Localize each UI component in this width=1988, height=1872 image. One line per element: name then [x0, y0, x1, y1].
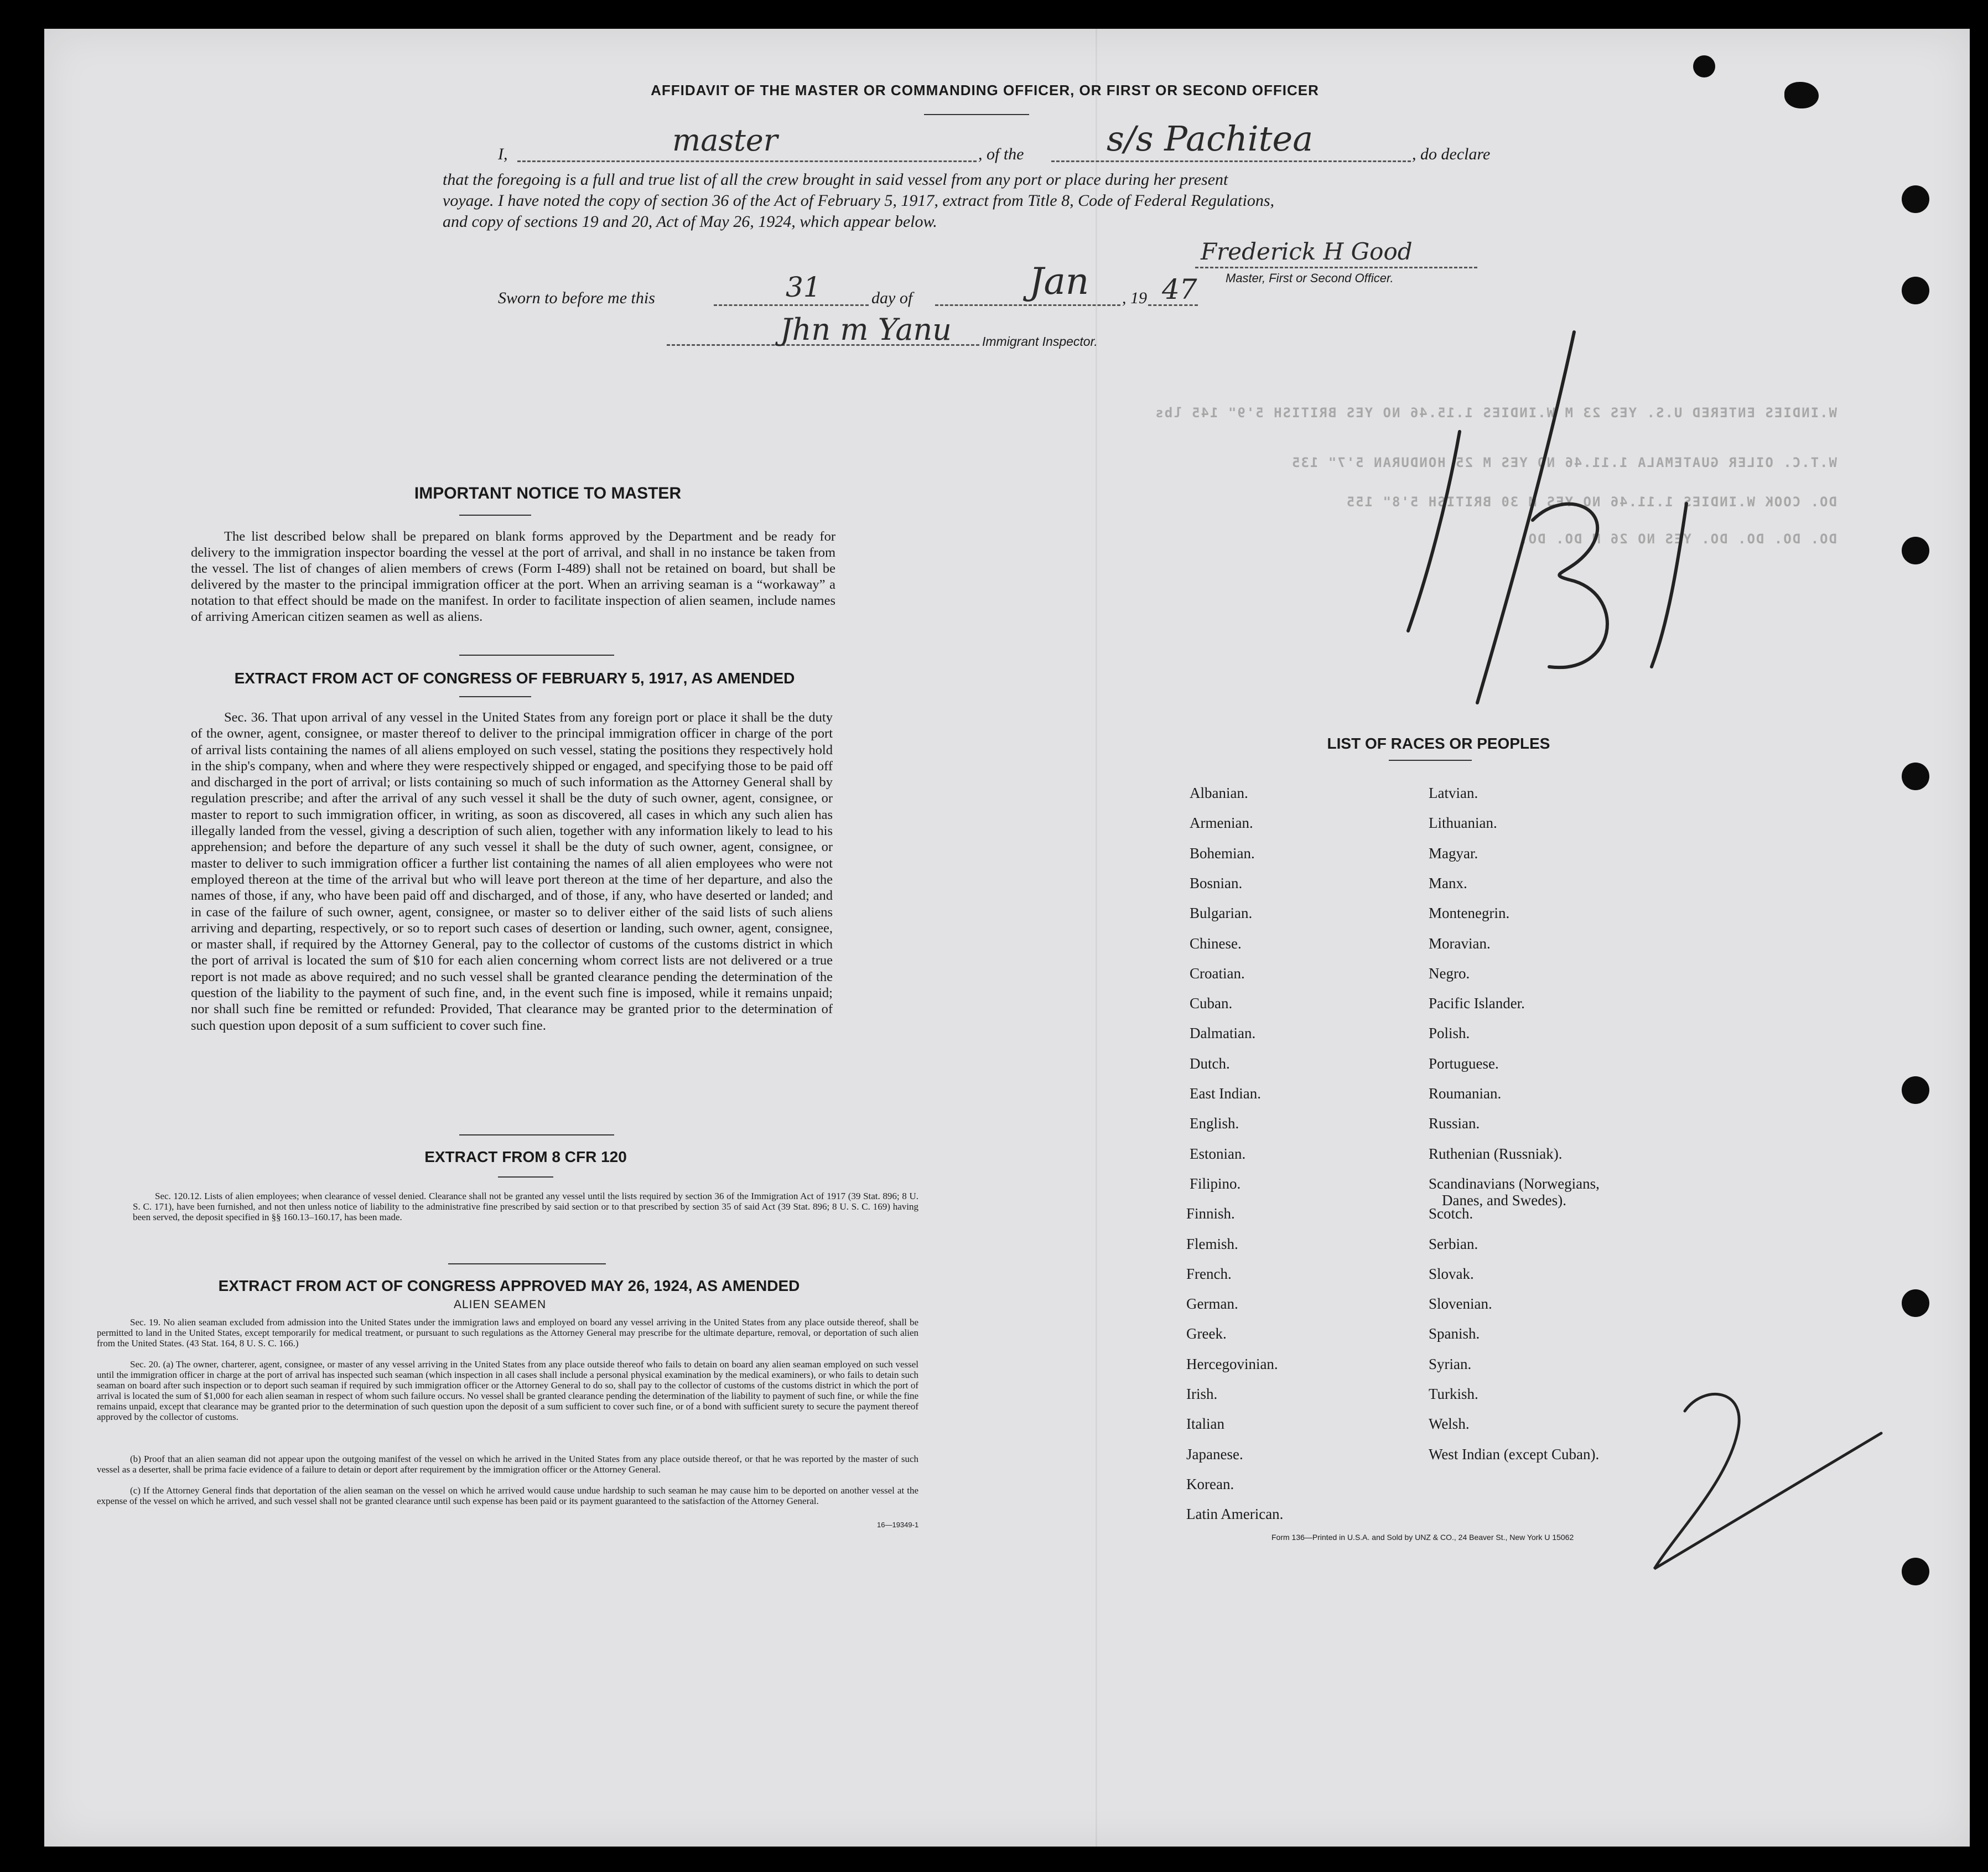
signature-caption: Master, First or Second Officer.	[1226, 271, 1394, 285]
master-handwriting: master	[672, 123, 778, 158]
affidavit-of-the: , of the	[978, 145, 1024, 163]
month-blank	[935, 304, 1120, 306]
punch-hole	[1902, 185, 1929, 213]
race-item: Welsh.	[1429, 1415, 1470, 1433]
notice-body: The list described below shall be prepared on blank forms approved by the Department and be ready for delivery to the immigration inspector boarding the vessel at the port of arrival, and shall in no instance be taken from the vessel. The list of changes of alien members of crews (Form I-489) shall not be retained on board, but shall be delivered by the master to the principal immigration officer at the port. When an arriving seaman is a “workaway” a notation to that effect should be made on the manifest. In order to facilitate inspection of alien seamen, include names of arriving American citizen seamen as well as aliens.	[191, 529, 835, 624]
punch-hole	[1902, 537, 1929, 564]
extract-1917-body: Sec. 36. That upon arrival of any vessel in the United States from any foreign port or place it shall be the duty of the owner, agent, consignee, or master thereof to deliver to the principal immigration officer in charge of the port of arrival lists containing the names of all aliens employed on such vessel, stating the positions they respectively hold in the ship's company, when and where they were respectively shipped or engaged, and specifying those to be paid off and discharged in the port of arrival; or lists containing so much of such information as the Attorney General shall by regulation prescribe; and after the arrival of any such vessel it shall be the duty of such owner, agent, consignee, or master to report to such immigration officer, in writing, as soon as discovered, all cases in which any such alien has illegally landed from the vessel, giving a description of such alien, together with any information likely to lead to his apprehension; and before the departure of any such vessel it shall be the duty of such owner, agent, consignee, or master to deliver to such immigration officer a further list containing the names of all alien employees who were not employed thereon at the time of the arrival but who will leave port thereon at the time of her departure, and also the names of those, if any, who have been paid off and discharged, and of those, if any, who have deserted or landed; and in case of the failure of such owner, agent, consignee, or master so to deliver either of the said lists of such aliens arriving and departing, respectively, or so to report such cases of desertion or landing, such owner, agent, consignee, or master shall, if required by the Attorney General, pay to the collector of customs of the customs district in which the port of arrival is located the sum of $10 for each alien concerning whom correct lists are not delivered or a true report is not made as above required; and no such vessel shall be granted clearance pending the determination of the question of the liability to the payment of such fine, and, in the event such fine is imposed, while it remains unpaid; nor shall such fine be remitted or refunded: Provided, That clearance may be granted prior to the determination of such question upon deposit of a sum sufficient to cover such fine.	[191, 710, 833, 1033]
year-prefix: , 19	[1122, 289, 1147, 307]
punch-hole	[1902, 1289, 1929, 1317]
race-item: Scotch.	[1429, 1205, 1473, 1222]
race-item: English.	[1190, 1115, 1239, 1132]
race-item: Magyar.	[1429, 844, 1478, 862]
inspector-caption: Immigrant Inspector.	[982, 334, 1098, 349]
races-title: LIST OF RACES OR PEOPLES	[1327, 735, 1550, 752]
vessel-blank	[1051, 160, 1411, 162]
corner-number-annotation	[1638, 1372, 1892, 1583]
race-item: Chinese.	[1190, 935, 1242, 952]
race-item: Latin American.	[1186, 1506, 1284, 1523]
corner-number-stroke	[1654, 1394, 1881, 1569]
race-item: Armenian.	[1190, 815, 1253, 832]
affidavit-line-4: and copy of sections 19 and 20, Act of May 26, 1924, which appear below.	[443, 212, 937, 231]
sworn-text: Sworn to before me this	[498, 289, 655, 307]
race-item: Bohemian.	[1190, 844, 1255, 862]
notice-title: IMPORTANT NOTICE TO MASTER	[414, 484, 682, 502]
bleed-through-row: DO. DO. DO. DO. YES NO 26 M DO. DO.	[1518, 531, 1837, 547]
punch-hole	[1902, 277, 1929, 304]
inspector-signature: Jhn m Yanu	[780, 312, 952, 347]
sec-20c-text: (c) If the Attorney General finds that deportation of the alien seaman on the vessel on which he arrived would cause undue hardship to such seaman he may cause him to be deported on another vessel at the expense of the vessel on which he arrived, and such vessel shall not be granted clearance until such expense has been paid or its payment guaranteed to the satisfaction of the Attorney General.	[97, 1485, 918, 1506]
race-item: Scandinavians (Norwegians,	[1429, 1175, 1600, 1192]
race-item: Turkish.	[1429, 1386, 1478, 1402]
affidavit-title: AFFIDAVIT OF THE MASTER OR COMMANDING OFFICER, OR FIRST OR SECOND OFFICER	[651, 82, 1319, 98]
form-code: 16—19349-1	[877, 1521, 919, 1529]
notice-rule	[459, 515, 531, 516]
affidavit-line-2: that the foregoing is a full and true list of all the crew brought in said vessel from any port or place during her present	[443, 170, 1228, 189]
page-number-annotation	[1383, 321, 1743, 719]
race-item: Bulgarian.	[1190, 905, 1253, 922]
punch-hole	[1902, 763, 1929, 790]
punch-hole	[1693, 55, 1715, 77]
race-item: Finnish.	[1186, 1205, 1235, 1222]
punch-hole	[1902, 1558, 1929, 1585]
day-blank	[714, 304, 869, 306]
master-signature: Frederick H Good	[1201, 238, 1413, 265]
year-handwriting: 47	[1162, 273, 1197, 305]
punch-hole	[1902, 1076, 1929, 1104]
day-of-text: day of	[871, 289, 913, 307]
sec-20b-text: (b) Proof that an alien seaman did not appear upon the outgoing manifest of the vessel on which he arrived in the United States from any place outside thereof, or that he was reported by the master of such vessel as a deserter, shall be prima facie evidence of a failure to detain or deport after requirement by the immigration officer or the Attorney General.	[97, 1454, 918, 1475]
day-handwriting: 31	[786, 271, 821, 303]
page-stroke	[1533, 504, 1607, 667]
race-item: Montenegrin.	[1429, 905, 1510, 922]
sec-19-text: Sec. 19. No alien seaman excluded from admission into the United States under the immigration laws and employed on board any vessel arriving in the United States from any place outside thereof, shall be permitted to land in the United States, except temporarily for medical treatment, or pursuant to such regulations as the Attorney General may prescribe for the ultimate departure, removal, or deportation of such alien from the United States. (43 Stat. 164, 8 U. S. C. 166.)	[97, 1317, 918, 1349]
race-item: Syrian.	[1429, 1355, 1472, 1372]
race-item: Manx.	[1429, 874, 1467, 891]
section-rule	[448, 1263, 606, 1264]
extract-1917-rule	[459, 696, 531, 697]
race-item: Flemish.	[1186, 1235, 1238, 1252]
race-item: Negro.	[1429, 964, 1470, 982]
races-rule	[1389, 760, 1472, 761]
race-item: Russian.	[1429, 1115, 1480, 1132]
extract-1917-title: EXTRACT FROM ACT OF CONGRESS OF FEBRUARY 5, 1917, AS AMENDED	[234, 670, 795, 687]
race-item: Spanish.	[1429, 1325, 1480, 1342]
race-item: Serbian.	[1429, 1235, 1478, 1252]
race-item: Filipino.	[1190, 1175, 1241, 1192]
race-item: Cuban.	[1190, 995, 1233, 1012]
race-item: Albanian.	[1190, 785, 1248, 801]
punch-hole	[1784, 82, 1819, 108]
form-imprint: Form 136—Printed in U.S.A. and Sold by UNZ & CO., 24 Beaver St., New York U 15062	[1271, 1533, 1574, 1542]
corner-number-text	[1715, 1439, 1719, 1447]
race-item: Pacific Islander.	[1429, 995, 1525, 1012]
page-stroke	[1477, 332, 1574, 703]
race-item: Portuguese.	[1429, 1055, 1499, 1072]
race-item: Bosnian.	[1190, 874, 1243, 891]
race-item: Slovak.	[1429, 1265, 1474, 1282]
page-stroke	[1652, 504, 1686, 667]
section-rule	[459, 655, 614, 656]
race-item: Italian	[1186, 1415, 1224, 1433]
race-item: Hercegovinian.	[1186, 1355, 1278, 1372]
race-item: Croatian.	[1190, 964, 1245, 982]
signature-blank	[1195, 267, 1477, 268]
cfr-body: Sec. 120.12. Lists of alien employees; when clearance of vessel denied. Clearance shall not be granted any vessel until the lists required by section 36 of the Immigration Act of 1917 (39 Stat. 896; 8 U. S. C. 171), have been furnished, and not then unless notice of liability to the administrative fine prescribed by said section or to that prescribed by section 35 of said Act (39 Stat. 896; 8 U. S. C. 169) having been served, the deposit specified in §§ 160.13–160.17, has been made.	[133, 1191, 918, 1222]
race-item: Dalmatian.	[1190, 1025, 1256, 1042]
race-item: Roumanian.	[1429, 1085, 1502, 1102]
race-item: Irish.	[1186, 1386, 1218, 1402]
page-stroke	[1408, 432, 1460, 631]
affidavit-i: I,	[498, 145, 508, 163]
race-item: Korean.	[1186, 1475, 1234, 1492]
page-number-text	[1560, 531, 1572, 540]
cfr-title: EXTRACT FROM 8 CFR 120	[424, 1148, 627, 1165]
race-item: Danes, and Swedes).	[1442, 1191, 1566, 1209]
title-rule	[924, 114, 1029, 115]
sec-20a-text: Sec. 20. (a) The owner, charterer, agent, consignee, or master of any vessel arriving in the United States from any place outside thereof who fails to detain on board any alien seaman employed on such vessel until the immigration officer in charge at the port of arrival has inspected such seaman (which inspection in all cases shall include a personal physical examination by the medical examiners), or who fails to detain such seaman on board after such inspection or to deport such seaman if required by such immigration officer or the Attorney General to do so, shall pay to the collector of customs of the customs district in which the port of arrival is located the sum of $1,000 for each alien seaman in respect of whom such failure occurs. No vessel shall be granted clearance pending the determination of the liability to payment of such fine, or while the fine remains unpaid, except that clearance may be granted prior to the determination of such question upon the deposit of a sum sufficient to cover such fine, or of a bond with sufficient surety to secure the payment thereof approved by the collector of customs.	[97, 1359, 918, 1422]
race-item: Greek.	[1186, 1325, 1227, 1342]
vessel-handwriting: s/s Pachitea	[1107, 118, 1314, 159]
race-item: German.	[1186, 1295, 1238, 1313]
section-rule	[459, 1134, 614, 1135]
race-item: Japanese.	[1186, 1445, 1243, 1463]
race-item: Dutch.	[1190, 1055, 1230, 1072]
affidavit-line-3: voyage. I have noted the copy of section 36 of the Act of February 5, 1917, extract from Title 8, Code of Federal Regulations,	[443, 191, 1275, 210]
race-item: West Indian (except Cuban).	[1429, 1445, 1600, 1463]
race-item: Latvian.	[1429, 785, 1478, 801]
race-item: French.	[1186, 1265, 1232, 1282]
extract-1924-subtitle: ALIEN SEAMEN	[454, 1298, 547, 1311]
race-item: Ruthenian (Russniak).	[1429, 1145, 1563, 1162]
bleed-through-row: DO. COOK W.INDIES 1.11.46 NO YES M 30 BRITISH 5'8" 155	[1345, 494, 1837, 510]
bleed-through-row: W.T.C. OILER GUATEMALA 1.11.46 NO YES M 25 HONDURAN 5'7" 135	[1291, 455, 1837, 470]
bleed-through-row: W.INDIES ENTERED U.S. YES 23 M W.INDIES 1.15.46 NO YES BRITISH 5'9" 145 lbs	[1154, 405, 1837, 421]
race-item: Estonian.	[1190, 1145, 1246, 1162]
master-blank	[517, 160, 977, 162]
extract-1924-title: EXTRACT FROM ACT OF CONGRESS APPROVED MAY 26, 1924, AS AMENDED	[218, 1277, 800, 1294]
race-item: Lithuanian.	[1429, 815, 1497, 832]
race-item: Moravian.	[1429, 935, 1491, 952]
page-fold	[1096, 29, 1097, 1847]
race-item: East Indian.	[1190, 1085, 1261, 1102]
month-handwriting: Jan	[1029, 260, 1089, 303]
affidavit-do-declare: , do declare	[1412, 145, 1491, 163]
race-item: Slovenian.	[1429, 1295, 1492, 1313]
cfr-rule	[498, 1176, 553, 1178]
race-item: Polish.	[1429, 1025, 1470, 1042]
